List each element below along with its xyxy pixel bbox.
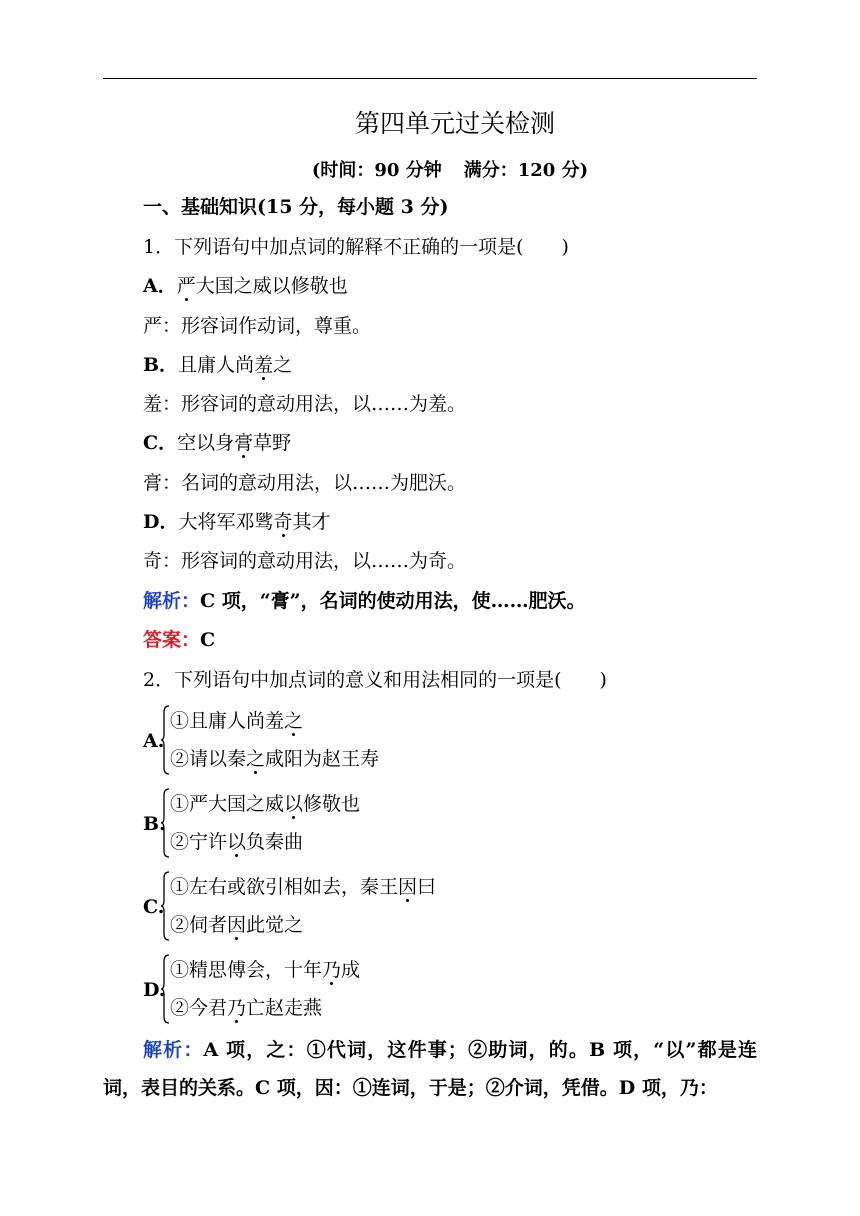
q1-option-c-note: 膏：名词的意动用法，以……为肥沃。 <box>143 472 467 494</box>
brace-icon <box>160 870 170 942</box>
question-1-stem: 1．下列语句中加点词的解释不正确的一项是( ) <box>143 236 569 258</box>
emphasis-dot: 羞 <box>254 354 274 376</box>
q1-option-a-note: 严：形容词作动词，尊重。 <box>143 315 372 337</box>
section-heading: 一、基础知识(15 分，每小题 3 分) <box>143 196 449 218</box>
emphasis-dot: 膏 <box>234 432 254 454</box>
header-rule <box>103 78 757 79</box>
q1-option-d-note: 奇：形容词的意动用法，以……为奇。 <box>143 550 467 572</box>
q1-option-c: C．空以身膏草野 <box>143 432 292 454</box>
q2-option-c: C. ①左右或欲引相如去，秦王因曰 ②伺者因此觉之 <box>143 870 583 948</box>
emphasis-dot: 以 <box>227 831 247 853</box>
brace-icon <box>160 704 170 776</box>
q2-option-b: B. ①严大国之威以修敬也 ②宁许以负秦曲 <box>143 787 583 865</box>
emphasis-dot: 乃 <box>227 997 247 1019</box>
emphasis-dot: 乃 <box>322 959 342 981</box>
emphasis-dot: 之 <box>246 748 266 770</box>
emphasis-dot: 因 <box>398 876 418 898</box>
question-2-stem: 2．下列语句中加点词的意义和用法相同的一项是( ) <box>143 669 607 691</box>
q2-option-d: D. ①精思傅会，十年乃成 ②今君乃亡赵走燕 <box>143 953 583 1031</box>
emphasis-dot: 严 <box>176 275 196 297</box>
q1-analysis: 解析：C 项，“膏”，名词的使动用法，使……肥沃。 <box>143 590 586 612</box>
q1-option-d: D．大将军邓骘奇其才 <box>143 511 331 533</box>
q1-option-a: A．严大国之威以修敬也 <box>143 275 348 297</box>
full-score: 满分：120 分) <box>463 160 589 181</box>
q2-option-a: A. ①且庸人尚羞之 ②请以秦之咸阳为赵王寿 <box>143 704 583 782</box>
emphasis-dot: 因 <box>227 914 247 936</box>
q1-answer: 答案：C <box>143 629 216 651</box>
q1-option-b-note: 羞：形容词的意动用法，以……为羞。 <box>143 393 467 415</box>
time-limit: (时间：90 分钟 <box>311 160 442 181</box>
q2-analysis: 解析：A 项，之：①代词，这件事；②助词，的。B 项，“以”都是连词，表目的关系。C 项，因：①连词，于是；②介词，凭借。D 项，乃： <box>103 1039 757 1099</box>
brace-icon <box>160 953 170 1025</box>
brace-icon <box>160 787 170 859</box>
emphasis-dot: 以 <box>284 793 304 815</box>
q1-option-b: B．且庸人尚羞之 <box>143 354 293 376</box>
exam-meta <box>0 156 860 182</box>
page-title: 第四单元过关检测 <box>354 109 555 138</box>
emphasis-dot: 奇 <box>273 511 293 533</box>
emphasis-dot: 之 <box>284 710 304 732</box>
